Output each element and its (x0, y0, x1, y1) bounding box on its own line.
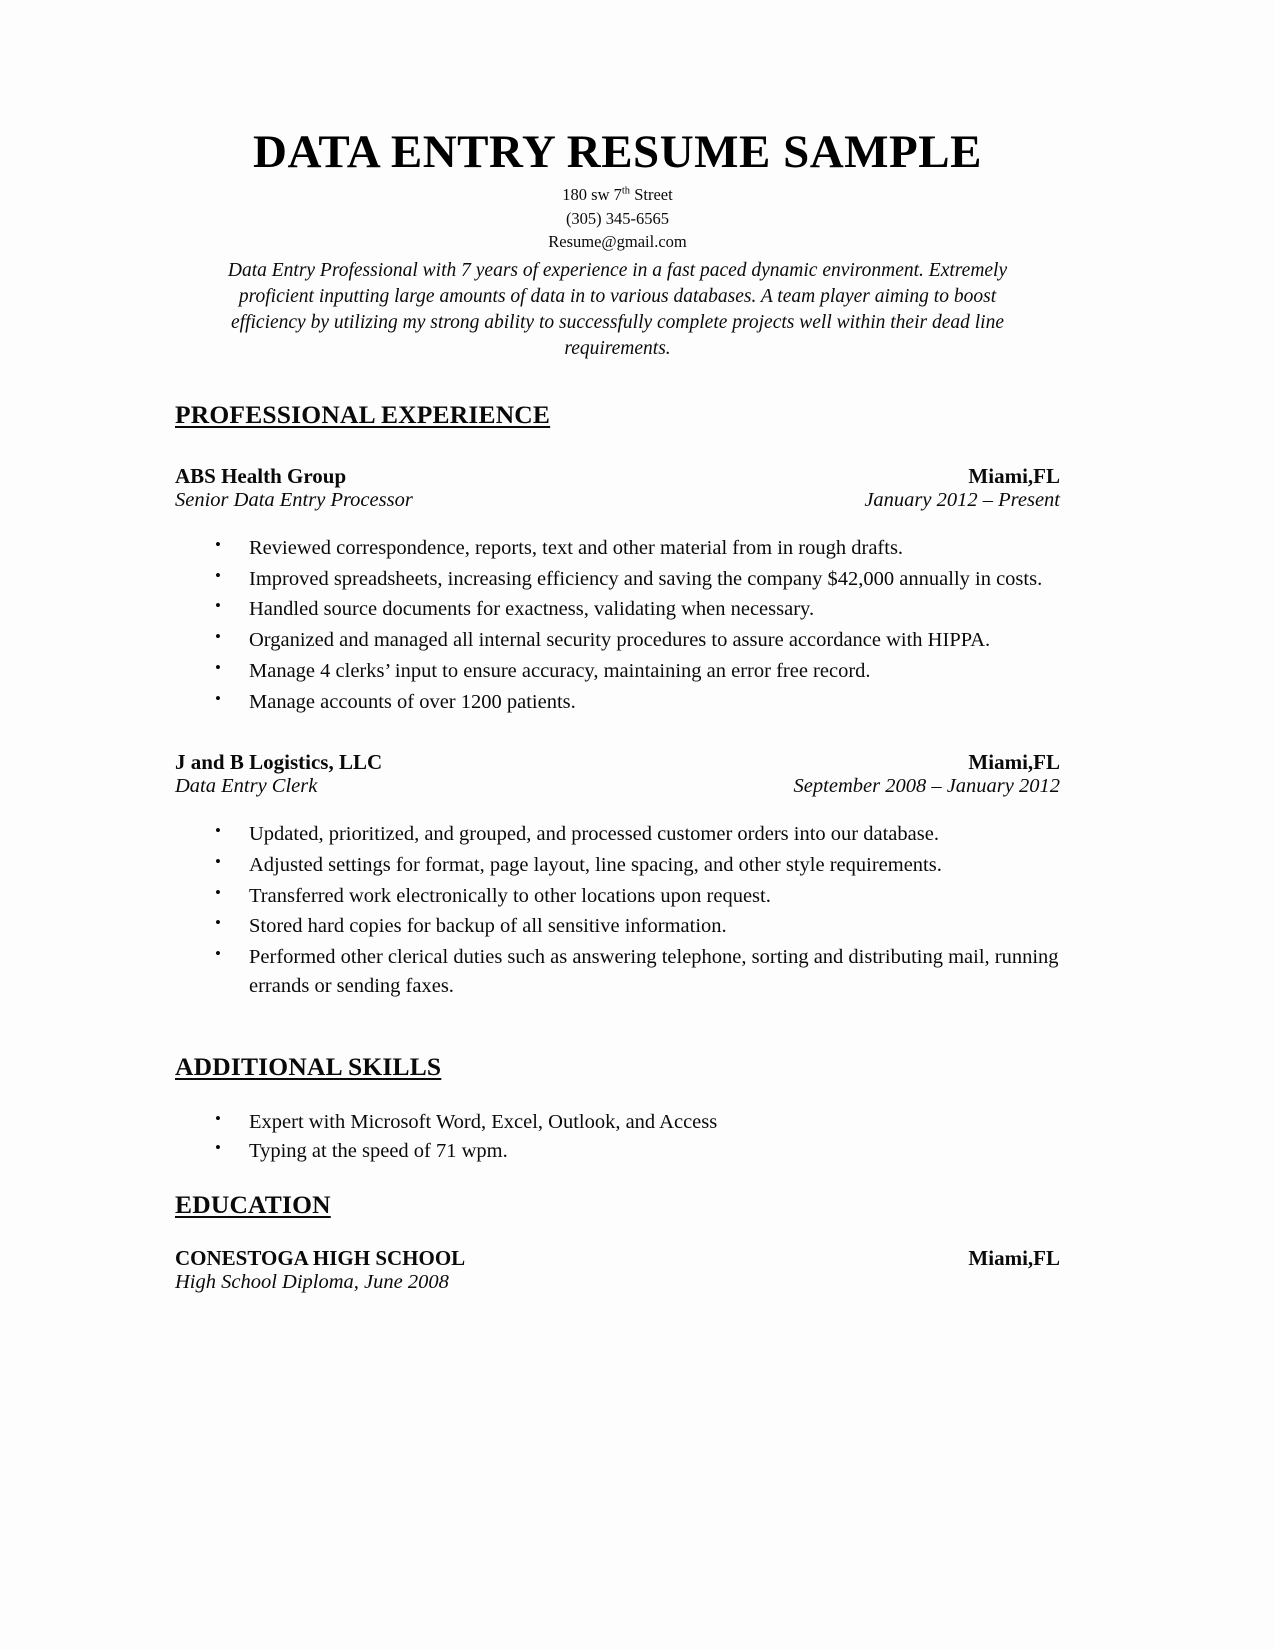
list-item: • Performed other clerical duties such as answering telephone, sorting and distributing mail, running errands or sending faxes. (175, 943, 1060, 1000)
section-heading-experience: PROFESSIONAL EXPERIENCE (175, 400, 551, 430)
job-title: Senior Data Entry Processor (175, 489, 413, 512)
professional-summary: Data Entry Professional with 7 years of experience in a fast paced dynamic environment. Extremely proficient inputting large amounts of data in to various databases. A team player aiming to boost efficiency by utilizing my strong ability to successfully complete projects well within their dead line requirements. (227, 259, 1008, 359)
list-item: • Transferred work electronically to other locations upon request. (175, 882, 1060, 911)
list-item: • Stored hard copies for backup of all sensitive information. (175, 912, 1060, 941)
employer-name: ABS Health Group (175, 464, 347, 489)
street-suffix: Street (630, 185, 673, 205)
education-entry-header (175, 1246, 1060, 1271)
list-item: • Manage 4 clerks’ input to ensure accuracy, maintaining an error free record. (175, 657, 1060, 686)
education-entry-subheader (175, 1271, 1060, 1294)
street-prefix: 180 sw 7 (562, 185, 622, 205)
section-heading-skills: ADDITIONAL SKILLS (175, 1052, 442, 1082)
list-item: • Handled source documents for exactness, validating when necessary. (175, 595, 1060, 624)
experience-entry-header (175, 750, 1060, 775)
list-item: • Improved spreadsheets, increasing efficiency and saving the company $42,000 annually in costs. (175, 565, 1060, 594)
school-name: CONESTOGA HIGH SCHOOL (175, 1245, 466, 1270)
employer-location: Miami,FL (968, 464, 1060, 489)
employer-location: Miami,FL (968, 750, 1060, 775)
street-ordinal: th (621, 185, 631, 197)
job-responsibilities-list (175, 820, 1060, 1000)
experience-entry-subheader (175, 775, 1060, 798)
employer-name: J and B Logistics, LLC (175, 750, 383, 775)
job-responsibilities-list (175, 534, 1060, 716)
school-location: Miami,FL (968, 1245, 1060, 1270)
job-dates: January 2012 – Present (864, 489, 1060, 512)
list-item: • Reviewed correspondence, reports, text and other material from in rough drafts. (175, 534, 1060, 563)
resume-content (175, 128, 1060, 1294)
contact-street (175, 183, 1060, 206)
skills-list (175, 1108, 1060, 1165)
experience-entry (175, 464, 1060, 716)
list-item: • Expert with Microsoft Word, Excel, Outlook, and Access (175, 1108, 1060, 1137)
list-item: • Organized and managed all internal security procedures to assure accordance with HIPPA. (175, 626, 1060, 655)
job-title: Data Entry Clerk (175, 775, 318, 798)
job-dates: September 2008 – January 2012 (793, 775, 1060, 798)
degree-and-date: High School Diploma, June 2008 (175, 1270, 449, 1293)
list-item: • Adjusted settings for format, page layout, line spacing, and other style requirements. (175, 851, 1060, 880)
experience-entry-subheader (175, 489, 1060, 512)
section-heading-education: EDUCATION (175, 1189, 331, 1219)
page-title: DATA ENTRY RESUME SAMPLE (253, 126, 982, 178)
contact-phone: (305) 345-6565 (565, 208, 670, 228)
experience-entry-header (175, 464, 1060, 489)
contact-email: Resume@gmail.com (548, 232, 687, 252)
list-item: • Updated, prioritized, and grouped, and processed customer orders into our database. (175, 820, 1060, 849)
education-entry (175, 1246, 1060, 1294)
list-item: • Typing at the speed of 71 wpm. (175, 1137, 1060, 1166)
list-item: • Manage accounts of over 1200 patients. (175, 688, 1060, 717)
experience-entry (175, 750, 1060, 1000)
contact-block (175, 183, 1060, 253)
